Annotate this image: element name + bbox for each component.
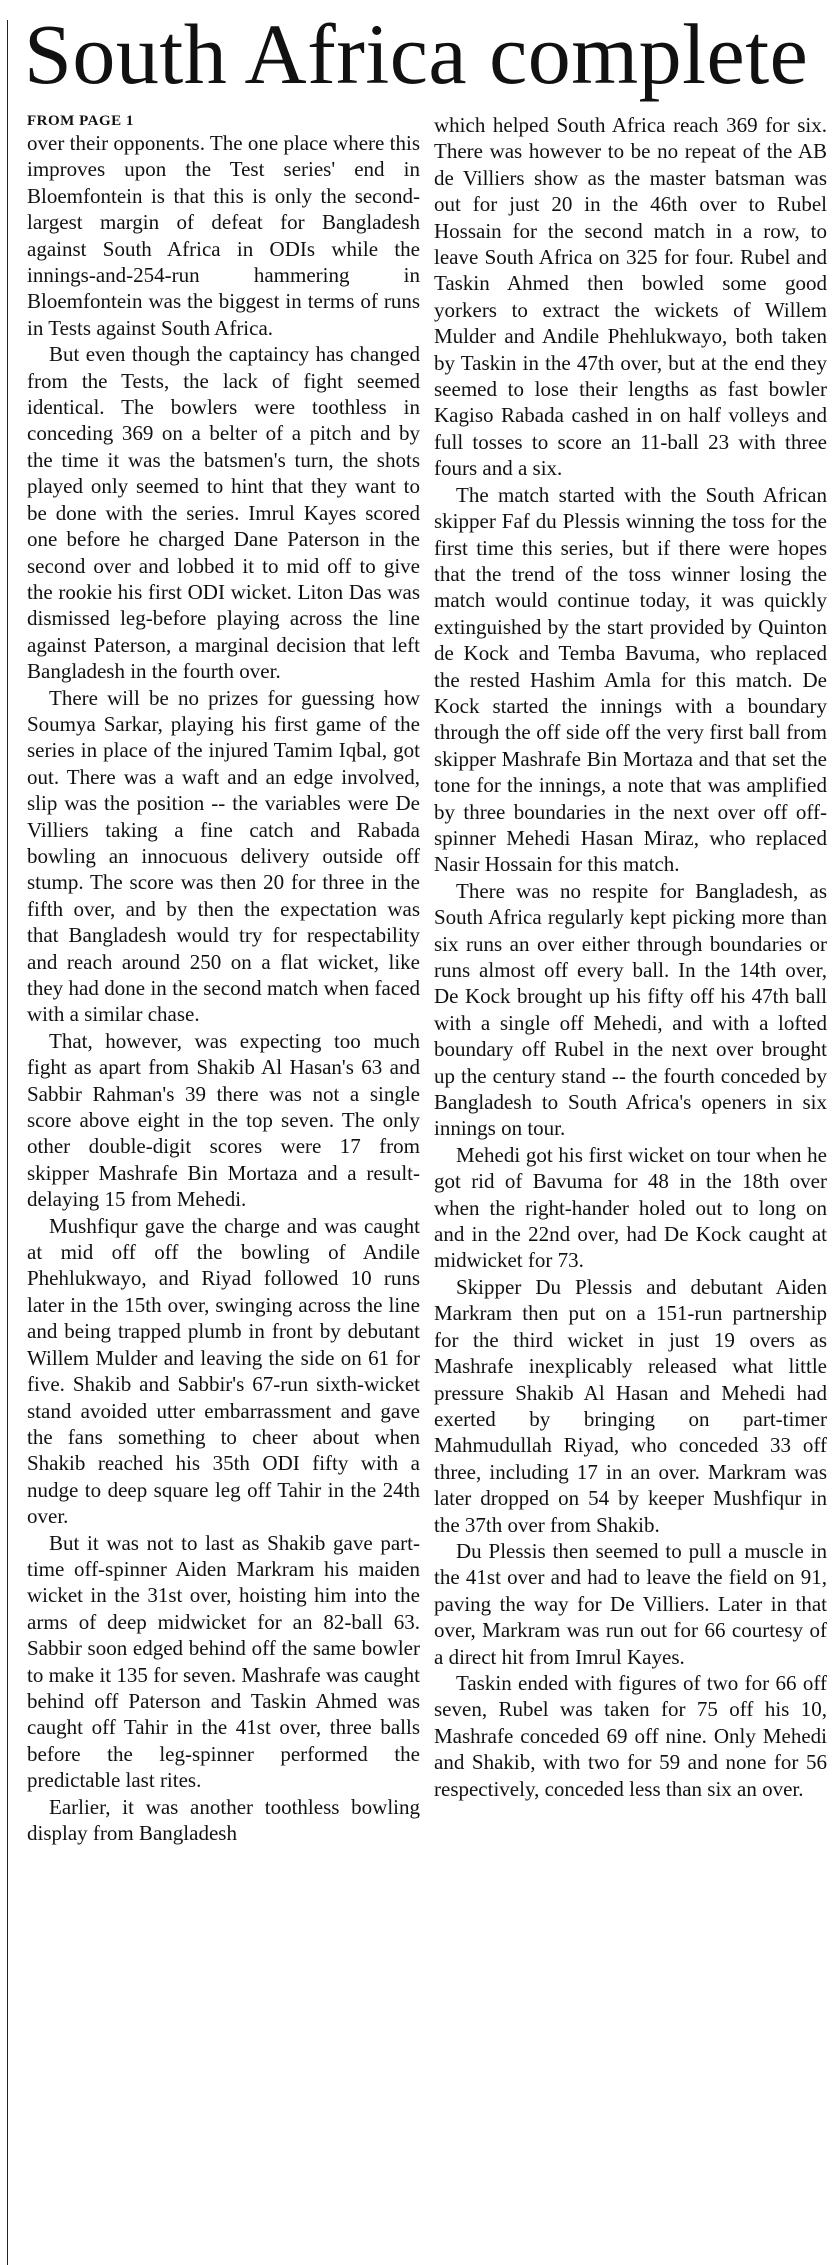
- paragraph: But even though the captaincy has changed from the Tests, the lack of fight seemed identical. The bowlers were toothless in conceding 369 on a belter of a pitch and by the time it was the batsmen's turn, the shots played only seemed to hint that they want to be done with the series. Imrul Kayes scored one before he charged Dane Paterson in the second over and lobbed it to mid off to give the rookie his first ODI wicket. Liton Das was dismissed leg-before playing across the line against Paterson, a marginal decision that left Bangladesh in the fourth over.: [27, 342, 420, 684]
- paragraph: Du Plessis then seemed to pull a muscle in the 41st over and had to leave the field on 91, paving the way for De Villiers. Later in that over, Markram was run out for 66 courtesy of a direct hit from Imrul Kayes.: [434, 1538, 827, 1669]
- paragraph: That, however, was expecting too much fight as apart from Shakib Al Hasan's 63 and Sabbir Rahman's 39 there was not a single score above eight in the top seven. The only other double-digit scores were 17 from skipper Mashrafe Bin Mortaza and a result-delaying 15 from Mehedi.: [27, 1028, 420, 1212]
- paragraph: There will be no prizes for guessing how Soumya Sarkar, playing his first game of the series in place of the injured Tamim Iqbal, got out. There was a waft and an edge involved, slip was the position -- the variables were De Villiers taking a fine catch and Rabada bowling an innocuous delivery outside off stump. The score was then 20 for three in the fifth over, and by then the expectation was that Bangladesh would try for respectability and reach around 250 on a flat wicket, like they had done in the second match when faced with a similar chase.: [27, 685, 420, 1027]
- paragraph: There was no respite for Bangladesh, as South Africa regularly kept picking more than six runs an over either through boundaries or runs almost off every ball. In the 14th over, De Kock brought up his fifty off his 47th ball with a single off Mehedi, and with a lofted boundary off Rubel in the next over brought up the century stand -- the fourth conceded by Bangladesh to South Africa's openers in six innings on tour.: [434, 878, 827, 1141]
- paragraph: Taskin ended with figures of two for 66 off seven, Rubel was taken for 75 off his 10, Mashrafe conceded 69 off nine. Only Mehedi and Shakib, with two for 59 and none for 56 respectively, conceded less than six an over.: [434, 1670, 827, 1801]
- paragraph: But it was not to last as Shakib gave part-time off-spinner Aiden Markram his maiden wicket in the 31st over, hoisting him into the arms of deep midwicket for an 82-ball 63. Sabbir soon edged behind off the same bowler to make it 135 for seven. Mashrafe was caught behind off Paterson and Taskin Ahmed was caught off Tahir in the 41st over, three balls before the leg-spinner performed the predictable last rites.: [27, 1530, 420, 1793]
- paragraph: Earlier, it was another toothless bowling display from Bangladesh: [27, 1794, 420, 1845]
- paragraph: Mehedi got his first wicket on tour when he got rid of Bavuma for 48 in the 18th over when the right-hander holed out to long on and in the 22nd over, had De Kock caught at midwicket for 73.: [434, 1142, 827, 1273]
- headline: South Africa complete: [24, 6, 809, 102]
- article-column-left: [27, 112, 420, 2262]
- paragraph: Mushfiqur gave the charge and was caught at mid off off the bowling of Andile Phehlukwayo, and Riyad followed 10 runs later in the 15th over, swinging across the line and being trapped plumb in front by debutant Willem Mulder and leaving the side on 61 for five. Shakib and Sabbir's 67-run sixth-wicket stand avoided utter embarrassment and gave the fans something to cheer about when Shakib reached his 35th ODI fifty with a nudge to deep square leg off Tahir in the 24th over.: [27, 1213, 420, 1529]
- paragraph: over their opponents. The one place where this improves upon the Test series' end in Bloemfontein is that this is only the second-largest margin of defeat for Bangladesh against South Africa in ODIs while the innings-and-254-run hammering in Bloemfontein was the biggest in terms of runs in Tests against South Africa.: [27, 131, 420, 340]
- continuation-kicker: FROM PAGE 1: [27, 113, 134, 129]
- article-column-right: [434, 112, 827, 2262]
- column-rule: [7, 20, 8, 2265]
- paragraph: The match started with the South African skipper Faf du Plessis winning the toss for the first time this series, but if there were hopes that the trend of the toss winner losing the match would continue today, it was quickly extinguished by the start provided by Quinton de Kock and Temba Bavuma, who replaced the rested Hashim Amla for this match. De Kock started the innings with a boundary through the off side off the very first ball from skipper Mashrafe Bin Mortaza and that set the tone for the innings, a note that was amplified by three boundaries in the next over off off-spinner Mehedi Hasan Miraz, who replaced Nasir Hossain for this match.: [434, 482, 827, 877]
- paragraph: Skipper Du Plessis and debutant Aiden Markram then put on a 151-run partnership for the third wicket in just 19 overs as Mashrafe inexplicably released what little pressure Shakib Al Hasan and Mehedi had exerted by bringing on part-timer Mahmudullah Riyad, who conceded 33 off three, including 17 in an over. Markram was later dropped on 54 by keeper Mushfiqur in the 37th over from Shakib.: [434, 1274, 827, 1537]
- paragraph: which helped South Africa reach 369 for six. There was however to be no repeat of the AB de Villiers show as the master batsman was out for just 20 in the 46th over to Rubel Hossain for the second match in a row, to leave South Africa on 325 for four. Rubel and Taskin Ahmed then bowled some good yorkers to extract the wickets of Willem Mulder and Andile Phehlukwayo, both taken by Taskin in the 47th over, but at the end they seemed to lose their lengths as fast bowler Kagiso Rabada cashed in on half volleys and full tosses to score an 11-ball 23 with three fours and a six.: [434, 113, 827, 481]
